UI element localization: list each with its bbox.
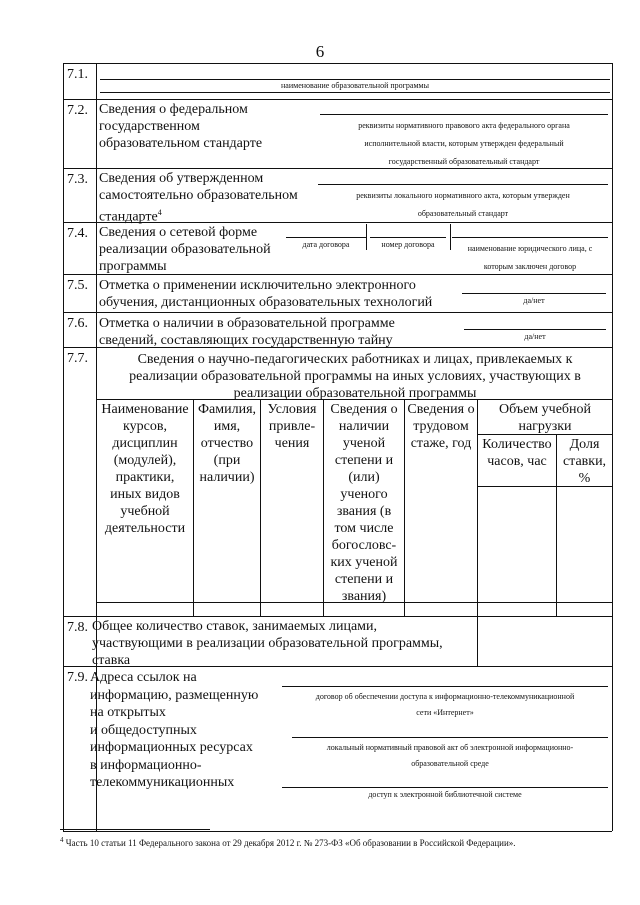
row-7-9-caption-library-access: доступ к электронной библиотечной системе (368, 790, 522, 799)
column-academic-degree: Сведения о наличии ученой степени и (или) ученого звания (в том числе богословс- ких ученой степени и звания) (330, 402, 398, 604)
row-7-6-number: 7.6. (67, 316, 88, 331)
row-7-8-number: 7.8. (67, 620, 88, 635)
footnote (60, 836, 620, 848)
column-hours: Количество часов, час (482, 437, 552, 469)
row-7-9-caption-internet-access: договор об обеспечении доступа к информационно-телекоммуникационной сети «Интернет» (315, 692, 575, 717)
row-7-4-number: 7.4. (67, 226, 88, 241)
row-7-8-label: Общее количество ставок, занимаемых лицами, участвующими в реализации образовательной программы, ставка (92, 619, 443, 668)
row-7-9-caption-e-environment: локальный нормативный правовой акт об электронной информационно- образовательной среде (326, 743, 574, 768)
row-7-9-number: 7.9. (67, 670, 88, 685)
footnote-mark: 4 (157, 208, 162, 217)
row-7-3-number: 7.3. (67, 172, 88, 187)
column-rate-share: Доля ставки, % (562, 437, 607, 486)
row-7-9-label: Адреса ссылок на информацию, размещенную на открытых и общедоступных информационных ресурсах в информационно- телекоммуникационных (90, 670, 259, 790)
row-7-5-caption: да/нет (523, 296, 545, 305)
column-full-name: Фамилия, имя, отчество (при наличии) (197, 402, 257, 485)
row-7-5-number: 7.5. (67, 278, 88, 293)
row-7-4-date-caption: дата договора (302, 240, 350, 249)
row-7-7-number: 7.7. (67, 351, 88, 366)
column-conditions: Условия привле- чения (267, 402, 317, 451)
row-7-1-number: 7.1. (67, 67, 88, 82)
column-work-experience: Сведения о трудовом стаже, год (407, 402, 475, 451)
row-7-3-label: Сведения об утвержденном самостоятельно образовательном стандарте$^4$ (99, 171, 298, 225)
column-courses: Наименование курсов, дисциплин (модулей), практики, иных видов учебной деятельности (101, 402, 189, 536)
row-7-2-label: Сведения о федеральном государственном образовательном стандарте (99, 102, 263, 151)
footnote-text: Часть 10 статьи 11 Федерального закона от 29 декабря 2012 г. № 273-ФЗ «Об образовании в Российской Федерации». (65, 838, 516, 848)
page-number: 6 (315, 42, 325, 61)
row-7-5-label: Отметка о применении исключительно электронного обучения, дистанционных образовательных технологий (99, 278, 433, 310)
row-7-1-caption: наименование образовательной программы (281, 81, 429, 90)
column-workload: Объем учебной нагрузки (498, 402, 592, 434)
row-7-3-caption: реквизиты локального нормативного акта, которым утвержден образовательный стандарт (356, 191, 570, 218)
row-7-4-number-caption: номер договора (381, 240, 435, 249)
row-7-2-caption: реквизиты нормативного правового акта федерального органа исполнительной власти, которым утвержден федеральный государственный образовательный стандарт (358, 121, 570, 166)
footnote-number: 4 (60, 836, 64, 844)
row-7-7-title: Сведения о научно-педагогических работниках и лицах, привлекаемых к реализации образовательной программы на иных условиях, участвующих в реализации образовательной программы (129, 352, 581, 401)
row-7-4-label: Сведения о сетевой форме реализации образовательной программы (99, 225, 271, 274)
row-7-6-label: Отметка о наличии в образовательной программе сведений, составляющих государственную тайну (99, 316, 395, 348)
row-7-2-number: 7.2. (67, 103, 88, 118)
row-7-4-entity-caption: наименование юридического лица, с которым заключен договор (467, 244, 593, 271)
row-7-6-caption: да/нет (524, 332, 546, 341)
